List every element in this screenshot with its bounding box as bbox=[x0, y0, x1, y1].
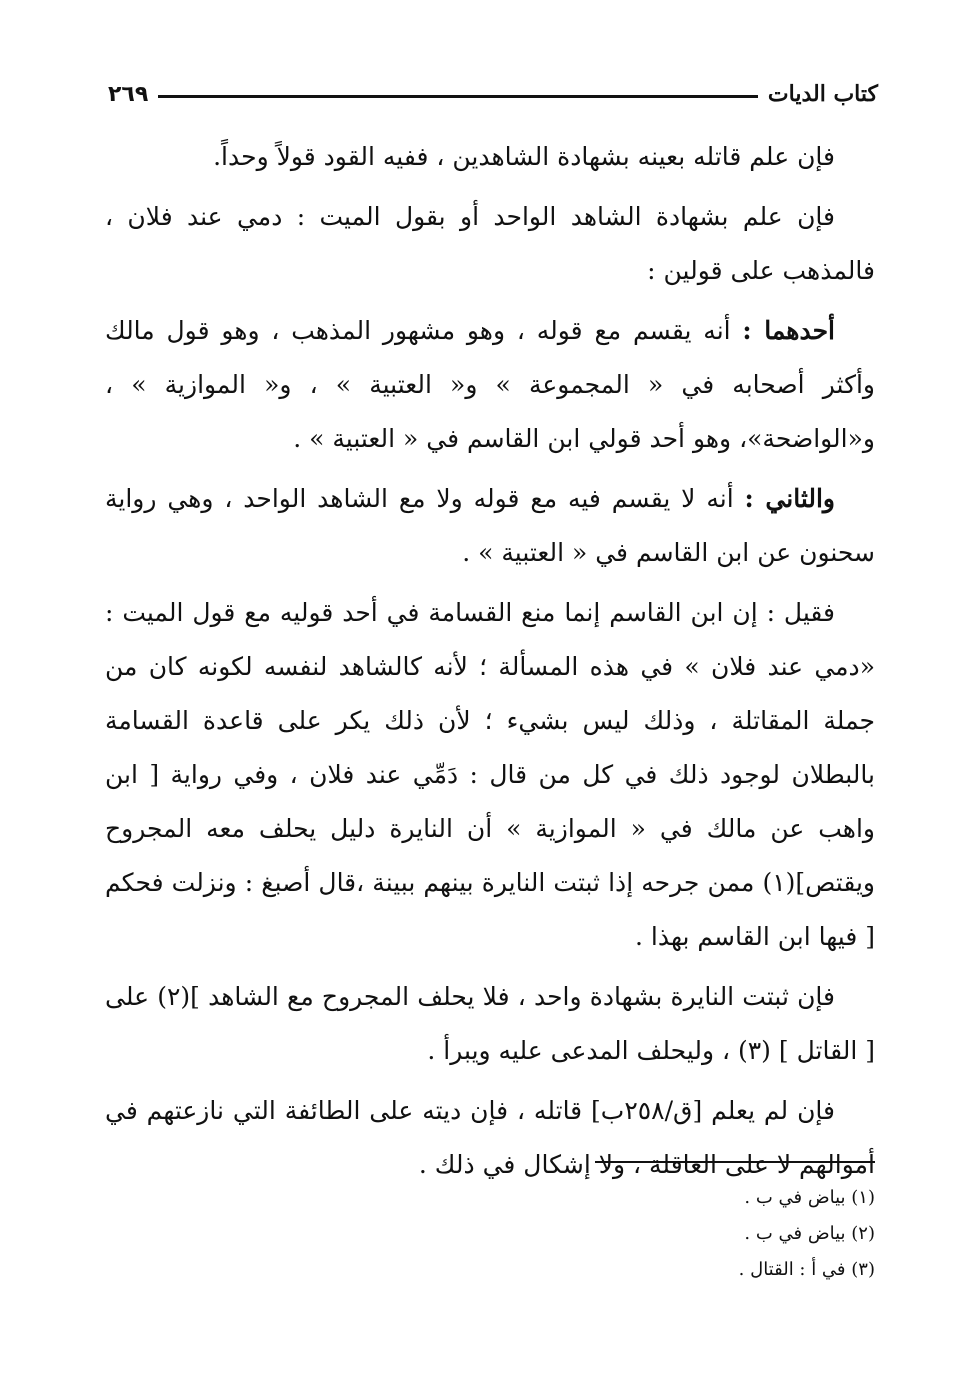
paragraph bbox=[105, 586, 875, 964]
footnote: (١) بياض في ب . bbox=[744, 1187, 875, 1208]
footnote-separator bbox=[595, 1161, 875, 1163]
footnote: (٣) في أ : القتال . bbox=[738, 1259, 875, 1280]
paragraph-text: فقيل : إن ابن القاسم إنما منع القسامة في أحد قوليه مع قول الميت : «دمي عند فلان » في هذه المسألة ؛ لأنه كالشاهد لنفسه لكونه كان من جملة المقاتلة ، وذلك ليس بشيء ؛ لأن ذلك يكر على قاعدة القسامة بالبطلان لوجود ذلك في كل من قال : دَمِّي عند فلان ، وفي رواية [ ابن واهب عن مالك في « الموازية » أن النايرة دليل يحلف معه المجروح ويقتص](١) ممن جرحه إذا ثبتت النايرة بينهم ببينة ،قال أصبغ : ونزلت فحكم [ فيها ابن القاسم بهذا . bbox=[105, 598, 875, 951]
paragraph-text: فإن ثبتت النايرة بشهادة واحد ، فلا يحلف المجروح مع الشاهد ](٢) على [ القاتل ] (٣) ، وليحلف المدعى عليه ويبرأ . bbox=[105, 982, 875, 1065]
paragraph bbox=[105, 970, 875, 1078]
paragraph-text: فإن علم قاتله بعينه بشهادة الشاهدين ، ففيه القود قولاً وحداً. bbox=[213, 142, 835, 171]
footnote: (٢) بياض في ب . bbox=[744, 1223, 875, 1244]
page-number: ٢٦٩ bbox=[108, 81, 149, 107]
paragraph-text: فإن علم بشهادة الشاهد الواحد أو بقول الميت : دمي عند فلان ، فالمذهب على قولين : bbox=[105, 202, 875, 285]
paragraph-text: فإن لم يعلم [ق/٢٥٨ب] قاتله ، فإن ديته على الطائفة التي نازعتهم في أموالهم لا على العاقلة ، ولا إشكال في ذلك . bbox=[105, 1096, 875, 1179]
header-rule bbox=[158, 95, 758, 98]
paragraph bbox=[105, 304, 875, 466]
paragraph-lead: والثاني : bbox=[744, 484, 835, 513]
footnotes bbox=[375, 1180, 875, 1288]
paragraph-text: أنه لا يقسم فيه مع قوله ولا مع الشاهد الواحد ، وهي رواية سحنون عن ابن القاسم في « العتبية » . bbox=[105, 484, 875, 567]
paragraph bbox=[105, 472, 875, 580]
paragraph bbox=[105, 1084, 875, 1192]
paragraph-lead: أحدهما : bbox=[742, 316, 835, 345]
paragraph bbox=[105, 190, 875, 298]
main-text bbox=[105, 130, 875, 1198]
chapter-title: كتاب الديات bbox=[767, 81, 878, 107]
paragraph-text: أنه يقسم مع قوله ، وهو مشهور المذهب ، وهو قول مالك وأكثر أصحابه في « المجموعة » و« العتبية » ، و« الموازية » ، و«الواضحة»، وهو أحد قولي ابن القاسم في « العتبية » . bbox=[105, 316, 875, 453]
paragraph bbox=[105, 130, 875, 184]
running-header bbox=[108, 74, 878, 114]
